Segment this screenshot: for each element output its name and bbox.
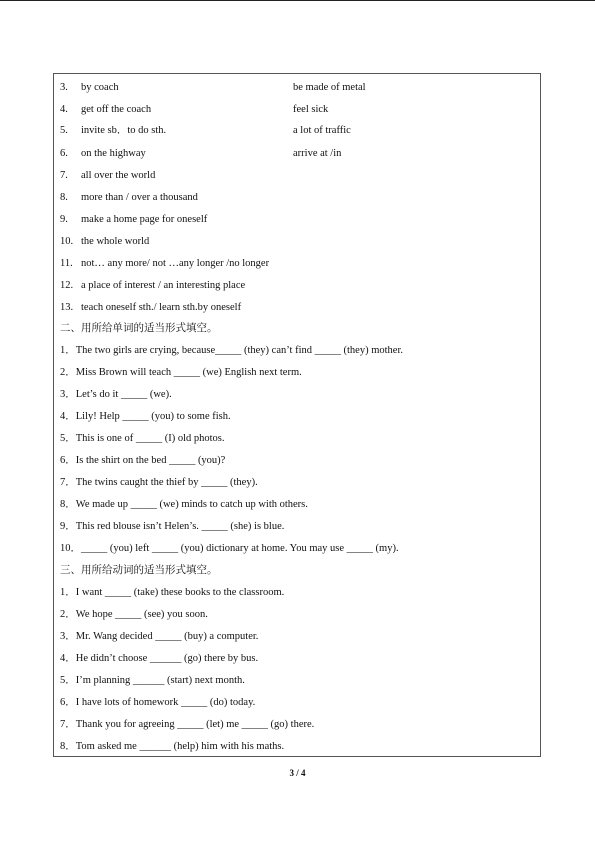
page-number: 3 / 4 [289, 768, 306, 778]
phrase-item: 6. on the highway [60, 148, 146, 159]
phrase-item: 5. invite sb．to do sth. [60, 125, 167, 136]
exercise-item: 9．This red blouse isn’t Helen’s. _____ (she) is blue. [60, 521, 285, 532]
exercise-item: 6．Is the shirt on the bed _____ (you)? [60, 455, 226, 466]
exercise-item: 2．Miss Brown will teach _____ (we) English next term. [60, 367, 302, 378]
exercise-item: 2．We hope _____ (see) you soon. [60, 609, 208, 620]
phrase-item-right: a lot of traffic [293, 125, 351, 136]
exercise-item: 8．Tom asked me ______ (help) him with his maths. [60, 741, 285, 752]
phrase-item: 12. a place of interest / an interesting place [60, 280, 246, 291]
section-heading: 二、用所给单词的适当形式填空。 [60, 323, 218, 334]
exercise-item: 5．This is one of _____ (I) old photos. [60, 433, 225, 444]
exercise-item: 3．Let’s do it _____ (we). [60, 389, 172, 400]
phrase-item: 8. more than / over a thousand [60, 192, 198, 203]
exercise-item: 3．Mr. Wang decided _____ (buy) a computer. [60, 631, 259, 642]
phrase-item-right: feel sick [293, 104, 329, 115]
exercise-item: 7．The twins caught the thief by _____ (they). [60, 477, 258, 488]
exercise-item: 4．He didn’t choose ______ (go) there by bus. [60, 653, 259, 664]
phrase-item: 9. make a home page for oneself [60, 214, 208, 225]
exercise-item: 10．_____ (you) left _____ (you) dictionary at home. You may use _____ (my). [60, 543, 399, 554]
section-heading: 三、用所给动词的适当形式填空。 [60, 565, 218, 576]
phrase-item-right: arrive at /in [293, 148, 342, 159]
phrase-item-right: be made of metal [293, 82, 366, 93]
phrase-item: 7. all over the world [60, 170, 156, 181]
exercise-item: 8．We made up _____ (we) minds to catch up with others. [60, 499, 308, 510]
phrase-item: 13. teach oneself sth./ learn sth.by oneself [60, 302, 242, 313]
exercise-item: 4．Lily! Help _____ (you) to some fish. [60, 411, 231, 422]
exercise-item: 1．The two girls are crying, because_____ (they) can’t find _____ (they) mother. [60, 345, 403, 356]
exercise-item: 5．I’m planning ______ (start) next month. [60, 675, 245, 686]
phrase-item: 4. get off the coach [60, 104, 152, 115]
exercise-item: 7．Thank you for agreeing _____ (let) me _____ (go) there. [60, 719, 315, 730]
exercise-item: 1．I want _____ (take) these books to the classroom. [60, 587, 285, 598]
phrase-item: 10. the whole world [60, 236, 150, 247]
top-rule [0, 0, 595, 1]
exercise-item: 6．I have lots of homework _____ (do) today. [60, 697, 256, 708]
phrase-item: 11. not… any more/ not …any longer /no longer [60, 258, 270, 269]
phrase-item: 3. by coach [60, 82, 119, 93]
